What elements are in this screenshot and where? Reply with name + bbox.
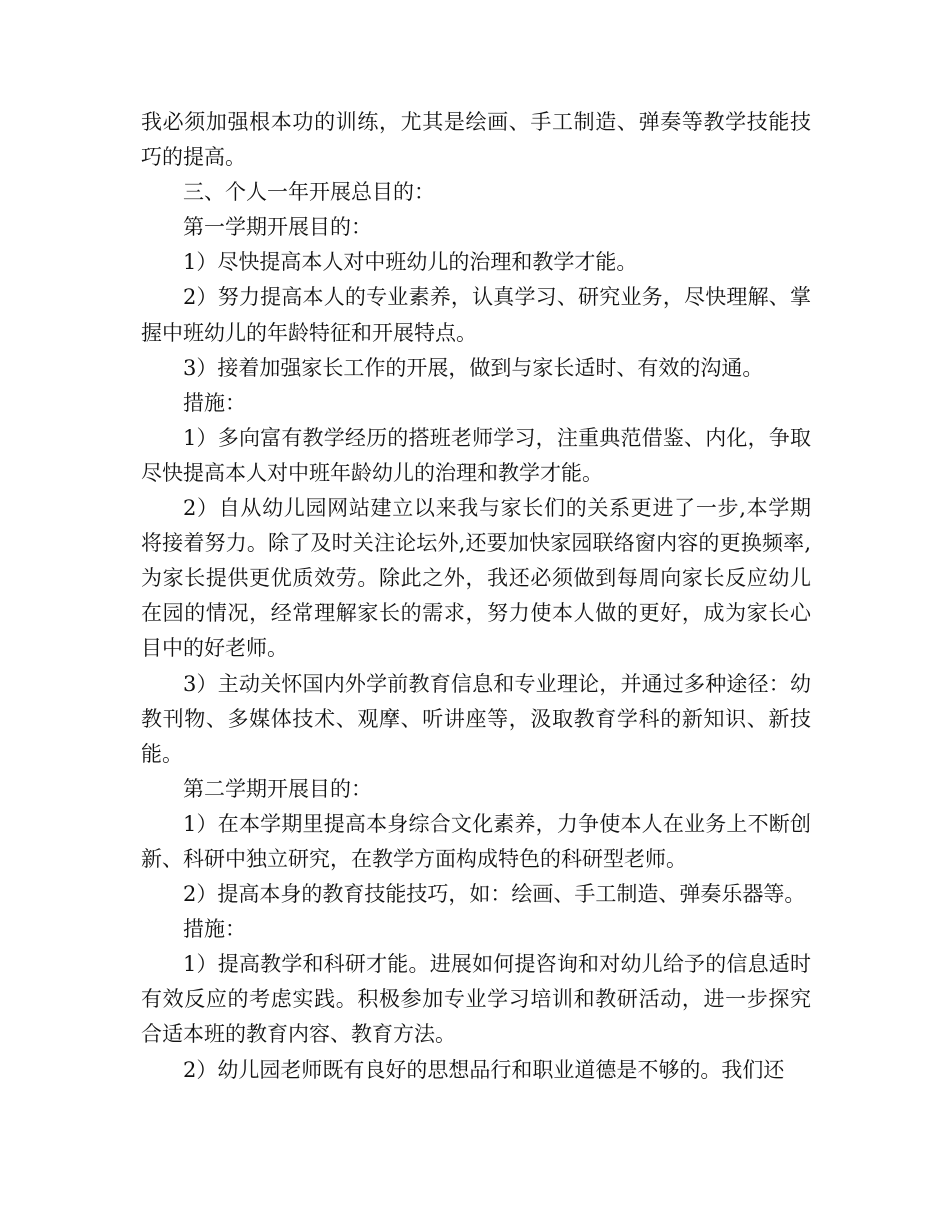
paragraph: 3）主动关怀国内外学前教育信息和专业理论，并通过多种途径：幼教刊物、多媒体技术、观摩、听讲座等，汲取教育学科的新知识、新技能。: [141, 671, 811, 766]
paragraph: 1）尽快提高本人对中班幼儿的治理和教学才能。: [183, 250, 638, 275]
subsection-heading: 第二学期开展目的：: [183, 776, 372, 801]
subsection-heading: 措施：: [183, 390, 246, 415]
paragraph: 2）自从幼儿园网站建立以来我与家长们的关系更进了一步,本学期将接着努力。除了及时关注论坛外,还要加快家园联络窗内容的更换频率,为家长提供更优质效劳。除此之外，我还必须做到每周向家长反应幼儿在园的情况，经常理解家长的需求，努力使本人做的更好，成为家长心目中的好老师。: [141, 496, 811, 661]
subsection-heading: 措施：: [183, 917, 246, 942]
paragraph: 2）幼儿园老师既有良好的思想品行和职业道德是不够的。我们还: [183, 1057, 785, 1082]
paragraph: 1）提高教学和科研才能。进展如何提咨询和对幼儿给予的信息适时有效反应的考虑实践。积极参加专业学习培训和教研活动，进一步探究合适本班的教育内容、教育方法。: [141, 952, 811, 1047]
document-body: [141, 105, 811, 1088]
paragraph: 3）接着加强家长工作的开展，做到与家长适时、有效的沟通。: [183, 355, 764, 380]
paragraph: 1）在本学期里提高本身综合文化素养，力争使本人在业务上不断创新、科研中独立研究，在教学方面构成特色的科研型老师。: [141, 811, 811, 871]
paragraph: 2）努力提高本人的专业素养，认真学习、研究业务，尽快理解、掌握中班幼儿的年龄特征和开展特点。: [141, 285, 811, 345]
subsection-heading: 第一学期开展目的：: [183, 215, 372, 240]
paragraph: 2）提高本身的教育技能技巧，如：绘画、手工制造、弹奏乐器等。: [183, 882, 806, 907]
section-heading: 三、个人一年开展总目的：: [183, 180, 435, 205]
paragraph: 我必须加强根本功的训练，尤其是绘画、手工制造、弹奏等教学技能技巧的提高。: [141, 110, 811, 170]
paragraph: 1）多向富有教学经历的搭班老师学习，注重典范借鉴、内化，争取尽快提高本人对中班年龄幼儿的治理和教学才能。: [141, 425, 811, 485]
